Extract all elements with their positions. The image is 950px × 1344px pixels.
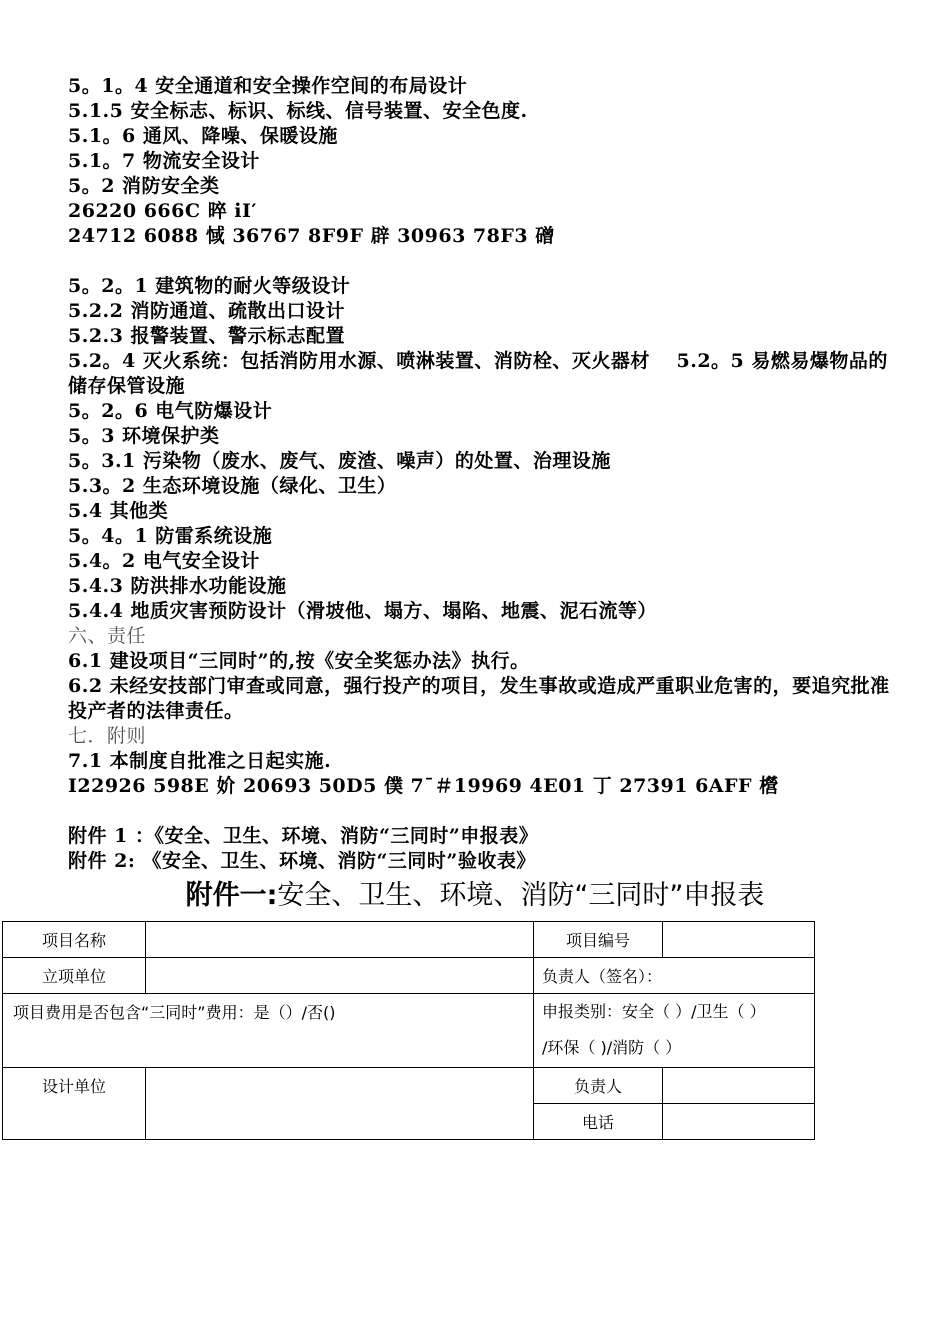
label-project-name: 项目名称	[3, 922, 146, 958]
line-5-2-4: 5.2。4 灭火系统：包括消防用水源、喷淋装置、消防栓、灭火器材 5.2。5 易燃易爆物品的储存保管设施	[68, 350, 888, 397]
category-line-2: /环保（ )/消防（ ）	[542, 1038, 682, 1057]
line-5-1-6: 5.1。6 通风、降噪、保暖设施	[68, 125, 338, 147]
line-5-1-5: 5.1.5 安全标志、标识、标线、信号装置、安全色度.	[68, 100, 528, 122]
line-5-1-4: 5。1。4 安全通道和安全操作空间的布局设计	[68, 75, 468, 97]
attachment-1: 附件 1 ：《安全、卫生、环境、消防“三同时”申报表》	[68, 825, 539, 847]
form-title	[0, 876, 950, 916]
line-5-4-1: 5。4。1 防雷系统设施	[68, 525, 273, 547]
spacer	[68, 249, 898, 274]
category-line-1: 申报类别：安全（ ）/卫生（ ）	[542, 1002, 766, 1021]
document-body	[68, 74, 898, 874]
line-5-1-7: 5.1。7 物流安全设计	[68, 150, 260, 172]
line-5-2-1: 5。2。1 建筑物的耐火等级设计	[68, 275, 351, 297]
form-title-prefix: 附件一:	[185, 880, 278, 911]
line-code-3: I22926 598E 妎 20693 50D5 僕 7¯＃19969 4E01 丁 27391 6AFF 櫿	[68, 775, 779, 797]
line-5-4-3: 5.4.3 防洪排水功能设施	[68, 575, 287, 597]
line-code-2: 24712 6088 惐 36767 8F9F 辟 30963 78F3 磳	[68, 225, 555, 247]
application-form-table	[2, 921, 815, 1140]
line-5-4-2: 5.4。2 电气安全设计	[68, 550, 260, 572]
field-project-no[interactable]	[663, 922, 815, 958]
spacer	[68, 799, 898, 824]
line-6-2: 6.2 未经安技部门审查或同意，强行投产的项目，发生事故或造成严重职业危害的，要追究批准投产者的法律责任。	[68, 675, 890, 722]
attachment-2: 附件 2: 《安全、卫生、环境、消防“三同时”验收表》	[68, 850, 536, 872]
field-project-name[interactable]	[146, 922, 534, 958]
label-phone: 电话	[534, 1104, 663, 1140]
line-5-3-1: 5。3.1 污染物（废水、废气、废渣、噪声）的处置、治理设施	[68, 450, 611, 472]
field-design-unit[interactable]	[146, 1068, 534, 1140]
section-heading-appendix: 七．附则	[68, 725, 147, 747]
form-title-text: 安全、卫生、环境、消防“三同时”申报表	[277, 880, 765, 911]
line-5-3-2: 5.3。2 生态环境设施（绿化、卫生）	[68, 475, 397, 497]
line-5-4-4: 5.4.4 地质灾害预防设计（滑坡他、塌方、塌陷、地震、泥石流等）	[68, 600, 658, 622]
line-5-3: 5。3 环境保护类	[68, 425, 220, 447]
label-approval-unit: 立项单位	[3, 958, 146, 994]
line-code-1: 26220 666C 晬 iI′	[68, 200, 257, 222]
line-7-1: 7.1 本制度自批准之日起实施.	[68, 750, 332, 772]
line-5-2: 5。2 消防安全类	[68, 175, 220, 197]
line-5-4: 5.4 其他类	[68, 500, 169, 522]
label-cost-question: 项目费用是否包含“三同时”费用：是（）/否()	[3, 994, 534, 1068]
line-6-1: 6.1 建设项目“三同时”的,按《安全奖惩办法》执行。	[68, 650, 530, 672]
line-5-2-6: 5。2。6 电气防爆设计	[68, 400, 273, 422]
label-person: 负责人	[534, 1068, 663, 1104]
line-5-2-3: 5.2.3 报警装置、警示标志配置	[68, 325, 346, 347]
field-approval-unit[interactable]	[146, 958, 534, 994]
line-5-2-2: 5.2.2 消防通道、疏散出口设计	[68, 300, 346, 322]
label-design-unit: 设计单位	[3, 1068, 146, 1140]
label-person-sign: 负责人（签名）：	[534, 958, 815, 994]
section-heading-responsibility: 六、责任	[68, 625, 147, 647]
declaration-category	[534, 994, 815, 1068]
field-phone[interactable]	[663, 1104, 815, 1140]
field-person[interactable]	[663, 1068, 815, 1104]
label-project-no: 项目编号	[534, 922, 663, 958]
